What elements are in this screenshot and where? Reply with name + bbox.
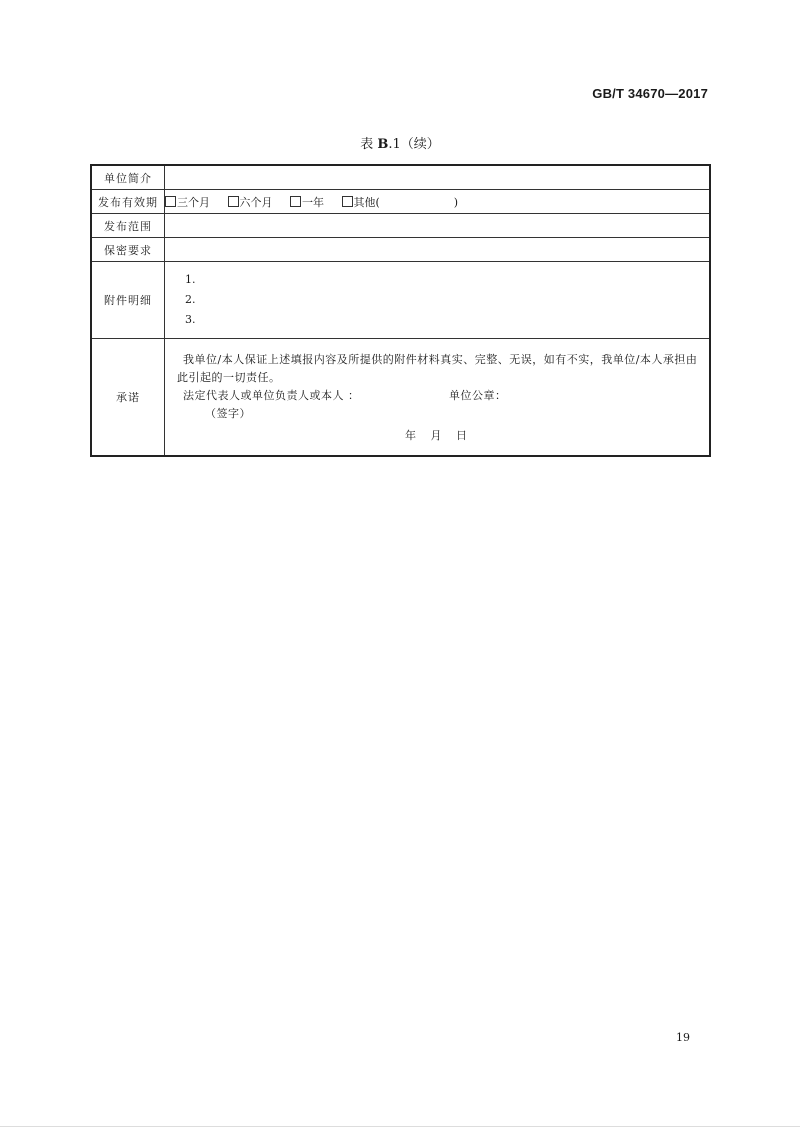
checkbox-icon[interactable]	[165, 196, 176, 207]
table-row	[91, 262, 710, 339]
date-field[interactable]: 年 月 日	[405, 429, 468, 442]
checkbox-icon[interactable]	[290, 196, 301, 207]
representative-signature-label[interactable]: 法定代表人或单位负责人或本人 ：	[183, 389, 360, 402]
attachment-item: 2.	[185, 293, 196, 306]
table-row	[91, 339, 710, 457]
unit-seal-label[interactable]: 单位公章：	[449, 389, 507, 402]
unit-intro-label: 单位简介	[91, 165, 165, 190]
pledge-text: 我单位/本人保证上述填报内容及所提供的附件材料真实、完整、无误，如有不实，我单位/本人承担由此引起的一切责任。	[177, 353, 698, 384]
table-row	[91, 165, 710, 190]
confidentiality-field[interactable]	[165, 238, 711, 262]
option-one-year[interactable]	[290, 194, 324, 210]
table-title-suffix: .1（续）	[388, 137, 440, 152]
table-row	[91, 214, 710, 238]
validity-options	[165, 190, 711, 214]
checkbox-icon[interactable]	[228, 196, 239, 207]
attachment-item: 1.	[185, 273, 196, 286]
table-title-prefix: 表	[360, 137, 378, 152]
unit-intro-field[interactable]	[165, 165, 711, 190]
application-form-table	[90, 164, 711, 457]
page-number: 19	[676, 1031, 690, 1044]
option-one-year-label: 一年	[302, 195, 324, 209]
option-three-months-label: 三个月	[177, 195, 210, 209]
scope-field[interactable]	[165, 214, 711, 238]
scope-label: 发布范围	[91, 214, 165, 238]
table-row	[91, 238, 710, 262]
pledge-label: 承诺	[91, 339, 165, 457]
option-other[interactable]	[342, 194, 459, 210]
option-three-months[interactable]	[165, 194, 210, 210]
signature-note: （签字）	[205, 407, 251, 420]
checkbox-icon[interactable]	[342, 196, 353, 207]
attachment-item: 3.	[185, 313, 196, 326]
signature-line	[177, 387, 699, 405]
pledge-content	[165, 339, 711, 457]
confidentiality-label: 保密要求	[91, 238, 165, 262]
page-bottom-divider	[0, 1126, 800, 1127]
table-row	[91, 190, 710, 214]
option-other-label: 其他(	[353, 195, 380, 209]
attachments-label: 附件明细	[91, 262, 165, 339]
option-six-months[interactable]	[228, 194, 273, 210]
attachments-field[interactable]	[165, 262, 711, 339]
table-title-number: B	[377, 137, 389, 152]
validity-label: 发布有效期	[91, 190, 165, 214]
option-six-months-label: 六个月	[239, 195, 273, 209]
table-title	[0, 133, 800, 152]
option-other-close: )	[453, 195, 459, 209]
standard-code: GB/T 34670—2017	[592, 86, 708, 101]
